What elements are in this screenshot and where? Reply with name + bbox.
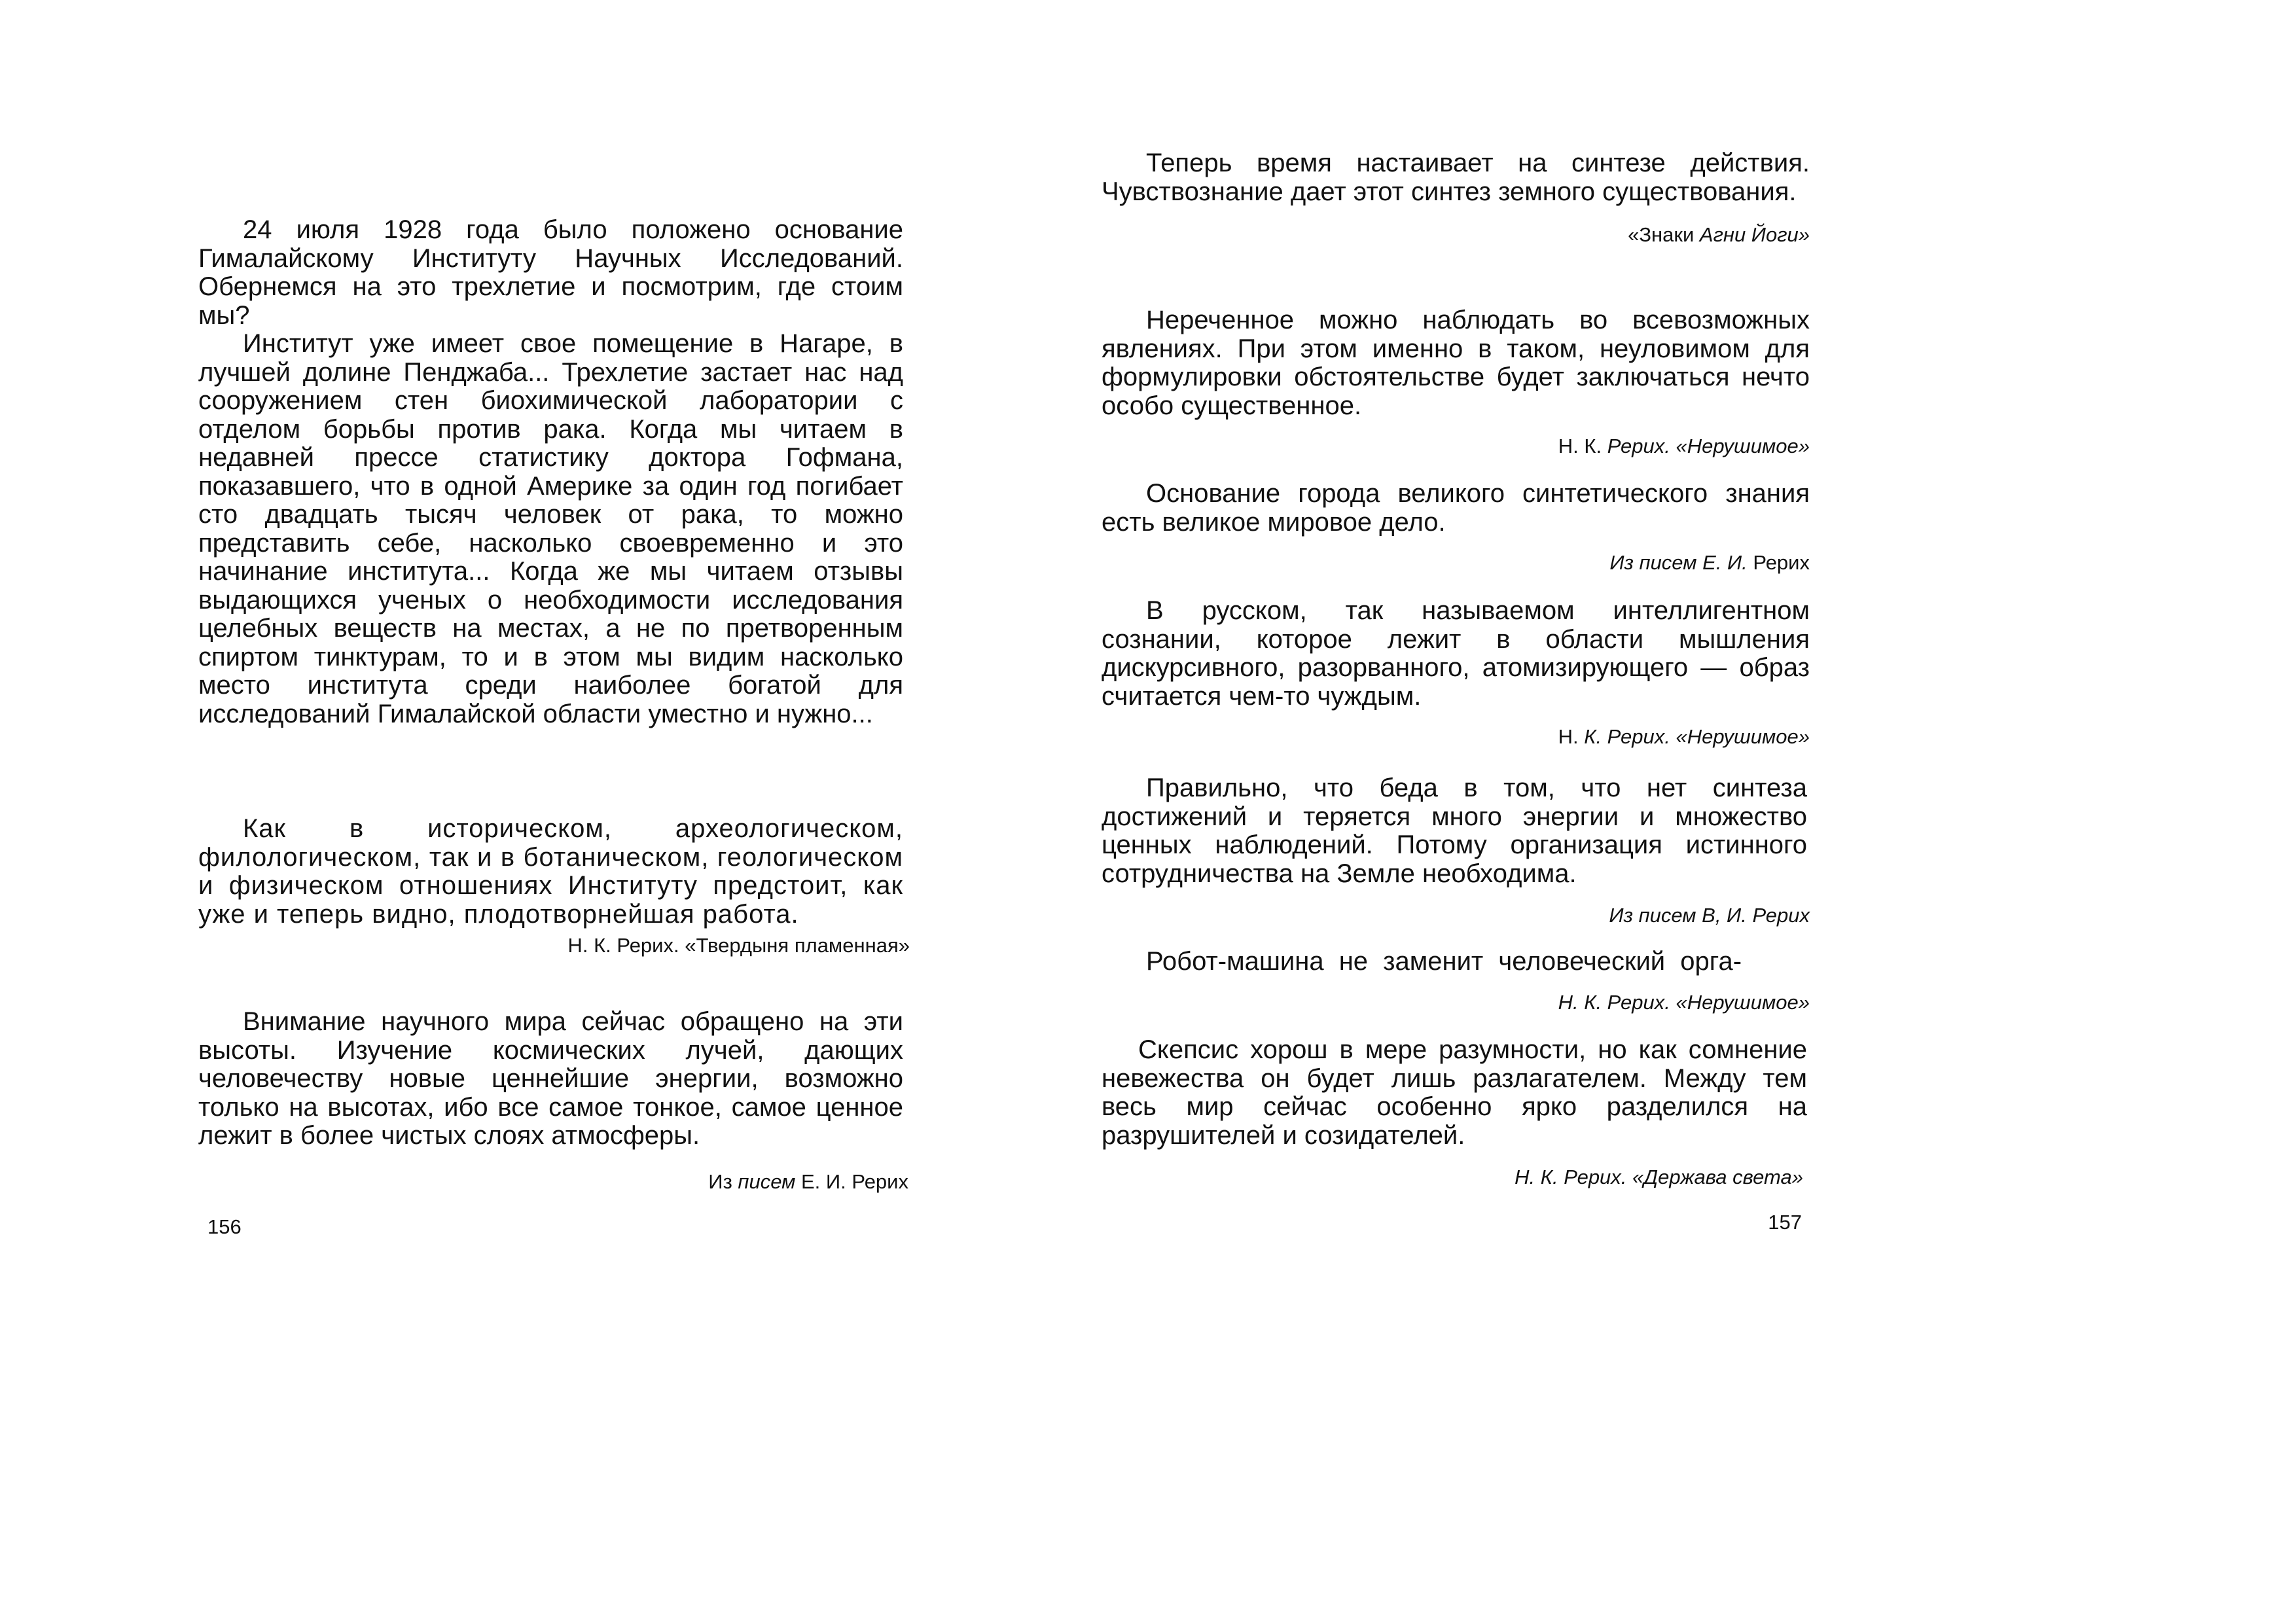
quote-source	[1102, 551, 1810, 575]
text-block-research-fields	[198, 814, 910, 957]
quote-source	[1102, 904, 1810, 927]
text-block-cooperation	[1102, 774, 1810, 927]
paragraph: Теперь время настаивает на синтезе действия. Чувствознание дает этот синтез земного существования.	[1102, 149, 1810, 206]
paragraph: Внимание научного мира сейчас обращено на эти высоты. Изучение космических лучей, дающих человечеству новые ценнейшие энергии, возможно только на высотах, ибо все самое тонкое, самое ценное лежит в более чистых слоях атмосферы.	[198, 1007, 903, 1150]
text-block-city	[1102, 480, 1810, 575]
source-italic: Н. К. Рерих. «Держава света»	[1515, 1166, 1803, 1188]
quote-source	[1102, 223, 1810, 247]
source-plain: Н. К.	[1558, 435, 1607, 457]
text-block-russian	[1102, 597, 1810, 749]
quote-source	[1102, 435, 1810, 458]
text-block-skepticism	[1102, 1036, 1807, 1189]
paragraph: Основание города великого синтетического знания есть великое мировое дело.	[1102, 479, 1810, 537]
source-italic: Н. К. Рерих. «Нерушимое»	[1558, 990, 1810, 1014]
text-block-unspoken	[1102, 306, 1810, 458]
source-plain: Из	[708, 1169, 738, 1193]
paragraph: Нереченное можно наблюдать во всевозможных явлениях. При этом именно в таком, неуловимом для формулировки обстоятельстве будет заключаться нечто особо существенное.	[1102, 306, 1810, 420]
quote-source	[1102, 725, 1810, 749]
text-block-institute	[198, 216, 903, 728]
source-plain: Е. И. Рерих	[795, 1169, 908, 1193]
right-page	[1102, 149, 1810, 1262]
quote-source	[198, 934, 910, 957]
source-italic: писем	[738, 1169, 796, 1193]
paragraph: Правильно, что беда в том, что нет синтеза достижений и теряется много энергии и множество ценных наблюдений. Потому организация истинного сотрудничества на Земле необходима.	[1102, 774, 1807, 888]
paragraph: Институт уже имеет свое помещение в Нагаре, в лучшей долине Пенджаба... Трехлетие застает нас над сооружением стен биохимической лаборатории с отделом борьбы против рака. Когда мы читаем в недавней прессе статистику доктора Гофмана, показавшего, что в одной Америке за один год погибает сто двадцать тысяч человек от рака, то можно представить себе, насколько своевременно и это начинание института... Когда же мы читаем отзывы выдающихся ученых о необходимости исследования целебных веществ на местах, а не по претворенным спиртом тинктурам, то и в этом мы видим насколько место института среди наиболее богатой для исследований Гималайской области уместно и нужно...	[198, 329, 903, 728]
source-plain: Рерих	[1747, 551, 1810, 574]
source-italic: Рерих. «Нерушимое»	[1607, 435, 1810, 457]
quote-source	[1102, 1166, 1803, 1189]
text-block-scientific-world	[198, 1007, 908, 1194]
text-block-synthesis	[1102, 149, 1810, 247]
page-number: 157	[1768, 1211, 1802, 1234]
source-italic: Агни Йоги»	[1699, 223, 1810, 246]
paragraph: Скепсис хорош в мере разумности, но как сомнение невежества он будет лишь разлагателем. Между тем весь мир сейчас особенно ярко разделился на разрушителей и созидателей.	[1102, 1035, 1807, 1150]
quote-source	[198, 1170, 908, 1194]
source-plain: Н. К. Рерих. «Твердыня пламенная»	[567, 934, 910, 957]
source-italic: Из писем Е. И.	[1609, 551, 1748, 574]
quote-source	[1102, 991, 1810, 1014]
source-plain: «Знаки	[1628, 223, 1700, 246]
paragraph: Робот-машина не заменит человеческий орга-	[1146, 947, 1742, 976]
source-italic: Из писем В, И. Рерих	[1609, 904, 1810, 927]
source-plain: Н.	[1558, 725, 1585, 748]
source-italic: К. Рерих. «Нерушимое»	[1584, 725, 1810, 748]
left-page	[198, 215, 910, 1263]
paragraph: Как в историческом, археологическом, филологическом, так и в ботаническом, геологическом и физическом отношениях Институту предстоит, как уже и теперь видно, плодотворнейшая работа.	[198, 814, 903, 929]
paragraph: 24 июля 1928 года было положено основание Гималайскому Институту Научных Исследований. Обернемся на это трехлетие и посмотрим, где стоим мы?	[198, 215, 903, 330]
text-block-robot	[1102, 948, 1810, 1014]
paragraph: В русском, так называемом интеллигентном сознании, которое лежит в области мышления дискурсивного, разорванного, атомизирующего — образ считается чем-то чуждым.	[1102, 596, 1810, 711]
page-number: 156	[207, 1215, 242, 1238]
